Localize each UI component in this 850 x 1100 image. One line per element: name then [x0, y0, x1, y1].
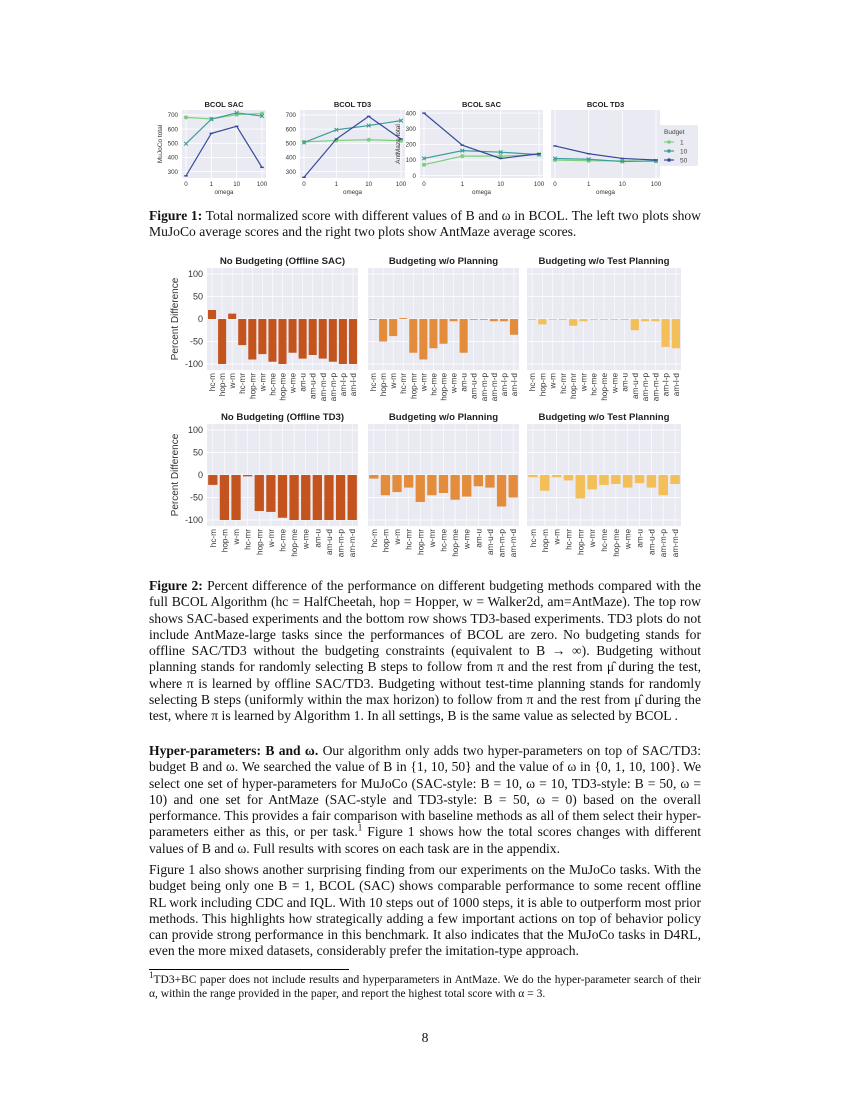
bar-hop-mr [255, 475, 264, 511]
x-tick-label: hc-mr [243, 529, 253, 550]
x-tick-label: w-me [610, 373, 620, 394]
x-tick-label: am-u-d [647, 529, 657, 555]
figure-1-line-charts [150, 96, 710, 202]
x-tick-label: w-m [393, 529, 403, 545]
bar-hc-me [429, 319, 437, 348]
x-tick-label: hop-mr [416, 529, 426, 555]
data-point [621, 158, 625, 159]
x-tick-label: 1 [334, 181, 339, 188]
bar-am-l-d [349, 319, 357, 364]
x-tick-label: am-l-p [338, 373, 348, 397]
bar-hc-m [528, 475, 537, 477]
x-tick-label: am-u-d [324, 529, 334, 555]
x-tick-label: hop-mr [255, 529, 265, 555]
bar-hc-mr [238, 319, 246, 345]
bar-w-mr [266, 475, 275, 512]
x-tick-label: 10 [618, 181, 626, 188]
bar-hop-me [450, 475, 459, 500]
bar-hc-me [278, 475, 287, 518]
x-tick-label: hop-me [600, 373, 609, 401]
bar-hop-me [289, 475, 298, 520]
y-tick-label: 600 [285, 126, 296, 134]
x-tick-label: am-l-p [661, 373, 671, 397]
y-tick-label: 500 [285, 140, 296, 148]
data-point [587, 153, 591, 154]
y-tick-label: 50 [192, 447, 203, 458]
bar-hop-me [600, 319, 608, 320]
bar-am-m-p [336, 475, 345, 520]
paragraph-text: Our algorithm only adds two hyper-parameters on top of SAC/TD3: budget B and ω. We searched the value of B in {1, 10, 50} and the value of ω in {0, 1, 10, 100}. We select one set of hyper-parameters for MuJoCo (SAC-style: B = 10, ω = 10, TD3-style: B = 50, ω = 10) and one set for AntMaze (SAC-style and TD3-style: B = 50, ω = 0) based on the overall performance. This provides a fair comparison with baseline methods as all of them select their hyper-parameters either as this, or per task. [149, 743, 701, 840]
y-tick-label: 700 [167, 112, 178, 120]
fig1-chart-4 [551, 100, 662, 196]
bar-am-u-d [485, 475, 494, 488]
x-tick-label: w-me [449, 373, 459, 394]
bar-hc-me [599, 475, 608, 485]
data-point [422, 163, 426, 167]
bar-hop-m [379, 319, 387, 342]
fig1-chart-3 [395, 100, 545, 196]
x-tick-label: hc-me [429, 373, 439, 396]
y-axis-label: Percent Difference [170, 277, 181, 361]
footnote-text: TD3+BC paper does not include results and hyperparameters in AntMaze. We do the hyper-parameter search of their α, within the range provided in the paper, and report the highest total score with α = 3. [149, 974, 701, 1000]
x-tick-label: hc-me [589, 373, 599, 396]
x-tick-label: hc-mr [404, 529, 414, 550]
data-point [553, 145, 557, 146]
x-tick-label: am-u [313, 529, 323, 548]
y-tick-label: -50 [189, 492, 203, 503]
x-tick-label: am-m-d [671, 529, 681, 558]
x-tick-label: w-m [232, 529, 242, 545]
bar-am-m-p [329, 319, 337, 362]
bar-am-u [460, 319, 468, 353]
plot-area [551, 110, 660, 178]
chart-title: Budgeting w/o Test Planning [538, 412, 670, 423]
figure-2-caption-text: Percent difference of the performance on different budgeting methods compared with the full BCOL Algorithm (hc = HalfCheetah, hop = Hopper, w = Walker2d, am=AntMaze). The top row shows SAC-based experiments and the bottom row shows TD3-based experiments. TD3 plots do not include AntMaze-large tasks since the performances of BCOL are zero. No budgeting stands for offline SAC/TD3 without the budgeting constraints (equivalent to B → ∞). Budgeting without planning stands for randomly selecting B steps to follow from π and the rest from μ̂ during the test, where π is learned by offline SAC/TD3. Budgeting without test-time planning stands for randomly selecting B steps (uniformly within the max horizon) to follow from π and the rest from μ̂ during the test, where π is learned by Algorithm 1. In all settings, B is the same value as selected by BCOL . [149, 578, 701, 724]
x-tick-label: 1 [460, 181, 465, 188]
bar-am-m-d [509, 475, 518, 498]
bar-hc-m [208, 475, 217, 485]
y-tick-label: 600 [167, 126, 178, 134]
y-tick-label: -100 [184, 515, 203, 525]
bar-w-me [610, 319, 618, 320]
x-tick-label: w-m [552, 529, 562, 545]
x-tick-label: am-m-d [651, 373, 661, 402]
bar-am-u-d [324, 475, 333, 520]
x-tick-label: hop-me [290, 529, 300, 557]
x-tick-label: hop-m [540, 529, 550, 553]
figure-2-caption [149, 578, 701, 725]
bar-hop-me [278, 319, 286, 364]
fig2-chart-1 [170, 256, 358, 401]
bar-hop-me [439, 319, 447, 344]
x-tick-label: 0 [422, 181, 426, 188]
bar-hc-m [528, 319, 536, 320]
y-tick-label: 200 [405, 141, 416, 149]
bar-am-u [635, 475, 644, 483]
x-tick-label: w-mr [427, 529, 437, 548]
x-tick-label: am-u [620, 373, 630, 392]
bar-w-m [231, 475, 240, 520]
bar-w-me [450, 319, 458, 321]
fig2-chart-6 [527, 412, 681, 557]
x-tick-label: w-mr [266, 529, 276, 548]
x-tick-label: am-l-d [348, 373, 358, 397]
y-tick-label: 50 [192, 291, 203, 302]
bar-hc-mr [243, 475, 252, 476]
x-tick-label: am-m-d [348, 529, 358, 558]
data-point [460, 154, 464, 158]
bar-am-m-d [670, 475, 679, 484]
bar-hc-mr [559, 319, 567, 320]
bar-am-m-p [658, 475, 667, 495]
x-tick-label: hop-me [451, 529, 461, 557]
data-point [422, 112, 426, 113]
figure-2-bar-charts [160, 256, 690, 568]
data-point [537, 153, 541, 154]
bar-am-m-d [651, 319, 659, 321]
x-tick-label: w-mr [579, 373, 589, 392]
x-tick-label: 10 [365, 181, 373, 188]
bar-hop-m [381, 475, 390, 495]
paragraph-heading-math: B and ω. [265, 743, 319, 758]
bar-hop-mr [576, 475, 585, 498]
x-tick-label: am-m-d [489, 373, 499, 402]
bar-w-mr [579, 319, 587, 321]
bar-am-m-p [641, 319, 649, 321]
x-tick-label: am-m-p [641, 373, 651, 402]
x-tick-label: 100 [256, 181, 268, 188]
legend-marker-50 [667, 158, 671, 162]
x-tick-label: hop-mr [576, 529, 586, 555]
data-point [654, 159, 658, 160]
bar-w-m [392, 475, 401, 492]
chart-title: Budgeting w/o Planning [388, 256, 499, 267]
bar-hc-me [439, 475, 448, 493]
x-tick-label: am-m-p [659, 529, 669, 558]
x-tick-label: hc-me [268, 373, 278, 396]
bar-hop-mr [248, 319, 256, 360]
figure-1-caption [149, 208, 701, 241]
x-tick-label: hop-mr [248, 373, 258, 399]
x-tick-label: hop-me [278, 373, 288, 401]
finding-text: Figure 1 also shows another surprising finding from our experiments on the MuJoCo tasks. With the budget being only one B = 1, BCOL (SAC) shows comparable performance to some recent offline RL work including CDC and IQL. With 10 steps out of 1000 steps, it is able to outperform most prior methods. This highlights how strategically adding a few important actions on top of behavior policy can provide strong performance in this benchmark. It also indicates that the MuJoCo tasks in D4RL, even the more mixed datasets, considerably prefer the imitation-type approach. [149, 862, 701, 959]
y-tick-label: 400 [405, 110, 416, 118]
x-tick-label: am-m-p [479, 373, 489, 402]
footnote-ref[interactable]: 1 [357, 822, 363, 833]
bar-w-mr [419, 319, 427, 360]
x-tick-label: am-u [635, 529, 645, 548]
x-tick-label: hop-me [611, 529, 621, 557]
data-point [184, 115, 188, 119]
x-tick-label: 0 [184, 181, 188, 188]
bar-hop-me [611, 475, 620, 484]
x-axis-label: omega [214, 189, 234, 196]
y-tick-label: -100 [184, 359, 203, 369]
y-axis-label: Percent Difference [170, 433, 181, 517]
bar-am-u-d [631, 319, 639, 330]
y-tick-label: 400 [285, 154, 296, 162]
bar-am-l-p [500, 319, 508, 321]
x-tick-label: am-u [459, 373, 469, 392]
data-point [210, 133, 214, 134]
x-tick-label: 1 [209, 181, 214, 188]
x-axis-label: omega [472, 189, 491, 196]
x-tick-label: hop-m [218, 373, 228, 397]
chart-title: BCOL SAC [204, 100, 244, 109]
x-tick-label: am-u-d [485, 529, 495, 555]
bar-hc-me [268, 319, 276, 362]
x-tick-label: w-me [288, 373, 298, 394]
bar-am-m-p [497, 475, 506, 507]
data-point [335, 138, 339, 139]
legend-entry-1: 1 [680, 139, 684, 147]
bar-hc-mr [564, 475, 573, 480]
figure-2-caption-label: Figure 2: [149, 578, 203, 593]
x-tick-label: hc-mr [238, 373, 248, 394]
data-point [367, 116, 371, 117]
y-tick-label: 300 [405, 125, 416, 133]
bar-w-mr [258, 319, 266, 354]
y-tick-label: 300 [167, 168, 178, 176]
x-tick-label: hc-mr [564, 529, 574, 550]
bar-am-l-p [661, 319, 669, 347]
x-tick-label: hc-me [600, 529, 609, 552]
x-tick-label: 100 [395, 181, 407, 188]
bar-hop-mr [569, 319, 577, 326]
data-point [302, 177, 306, 178]
legend-marker-10 [667, 149, 671, 153]
x-tick-label: hop-m [538, 373, 548, 397]
y-tick-label: -50 [189, 336, 203, 347]
page-number: 8 [421, 1030, 429, 1045]
x-tick-label: hop-m [381, 529, 391, 553]
x-tick-label: am-u [298, 373, 308, 392]
x-tick-label: 0 [553, 181, 557, 188]
x-tick-label: am-u [474, 529, 484, 548]
data-point [499, 158, 503, 159]
bar-am-m-d [348, 475, 357, 520]
footnote [149, 970, 701, 1001]
x-tick-label: 100 [650, 181, 662, 188]
fig2-chart-2 [368, 256, 519, 401]
bar-am-m-d [490, 319, 498, 321]
footnote-rule [149, 969, 349, 970]
x-tick-label: w-mr [258, 373, 268, 392]
x-tick-label: 1 [586, 181, 591, 188]
x-tick-label: am-l-p [499, 373, 509, 397]
x-tick-label: am-m-p [497, 529, 507, 558]
bar-w-mr [587, 475, 596, 489]
x-tick-label: w-me [462, 529, 472, 550]
x-axis-label: omega [596, 189, 615, 196]
legend-entry-50: 50 [680, 157, 688, 165]
x-tick-label: hc-m [528, 529, 538, 548]
finding-paragraph [149, 862, 701, 960]
bar-w-m [389, 319, 397, 336]
x-tick-label: am-u-d [308, 373, 318, 399]
bar-am-u-d [647, 475, 656, 488]
bar-hop-m [218, 319, 226, 364]
bar-w-me [462, 475, 471, 497]
x-tick-label: hc-mr [399, 373, 409, 394]
x-tick-label: 10 [233, 181, 241, 188]
figure-1-caption-text: Total normalized score with different values of B and ω in BCOL. The left two plots show MuJoCo average scores and the right two plots show AntMaze average scores. [149, 208, 702, 240]
x-tick-label: am-u-d [469, 373, 479, 399]
bar-am-u [313, 475, 322, 520]
plot-area [182, 110, 266, 178]
fig2-chart-5 [368, 412, 519, 557]
bar-w-m [228, 314, 236, 319]
x-tick-label: hc-me [439, 529, 449, 552]
x-tick-label: hc-mr [558, 373, 568, 394]
bar-w-m [552, 475, 561, 477]
x-tick-label: am-m-d [509, 529, 519, 558]
x-tick-label: w-m [228, 373, 238, 389]
data-point [235, 126, 239, 127]
bar-hc-m [369, 475, 378, 479]
data-point [260, 167, 264, 168]
bar-hc-mr [399, 318, 407, 319]
footnote-mark: 1 [149, 970, 154, 981]
legend-marker-1 [667, 140, 671, 144]
bar-am-m-p [480, 319, 488, 320]
y-tick-label: 700 [285, 112, 296, 120]
fig1-chart-2 [286, 100, 407, 196]
x-tick-label: hc-me [278, 529, 288, 552]
bar-am-u-d [470, 319, 478, 320]
x-tick-label: hop-mr [569, 373, 579, 399]
y-tick-label: 0 [412, 172, 416, 180]
bar-am-u-d [309, 319, 317, 355]
y-axis-label: AntMaze total [395, 124, 402, 164]
y-axis-label: MuJoCo total [157, 124, 164, 164]
y-tick-label: 100 [187, 269, 203, 279]
y-tick-label: 100 [187, 425, 203, 435]
bar-hc-me [590, 319, 598, 320]
bar-am-l-d [672, 319, 680, 348]
x-tick-label: hc-m [528, 373, 538, 392]
chart-title: BCOL TD3 [586, 100, 625, 109]
bar-am-m-d [319, 319, 327, 359]
chart-title: BCOL SAC [461, 100, 502, 109]
bar-am-u [299, 319, 307, 359]
chart-title: Budgeting w/o Test Planning [538, 256, 670, 267]
legend-entry-10: 10 [680, 148, 688, 156]
bar-am-l-p [339, 319, 347, 364]
x-tick-label: w-mr [419, 373, 429, 392]
x-tick-label: w-m [389, 373, 399, 389]
bar-w-mr [427, 475, 436, 495]
fig2-chart-4 [170, 412, 358, 557]
bar-hop-mr [416, 475, 425, 502]
x-tick-label: hop-me [439, 373, 449, 401]
paragraph-tail: Figure 1 shows how the total scores changes with different values of B and ω. Full results with scores on each task are in the appendix. [149, 824, 701, 856]
data-point [461, 144, 465, 145]
bar-hc-mr [404, 475, 413, 488]
y-tick-label: 300 [285, 168, 296, 176]
bar-hc-m [208, 310, 216, 319]
bar-w-me [623, 475, 632, 488]
y-tick-label: 400 [167, 154, 178, 162]
x-tick-label: hc-m [208, 373, 218, 392]
plot-area [300, 110, 405, 178]
data-point [184, 175, 188, 176]
figure-1-caption-label: Figure 1: [149, 208, 203, 223]
x-tick-label: hop-mr [409, 373, 419, 399]
y-tick-label: 0 [197, 470, 203, 480]
chart-title: BCOL TD3 [333, 100, 372, 109]
bar-hop-m [220, 475, 229, 520]
data-point [367, 138, 371, 142]
x-tick-label: 100 [533, 181, 545, 188]
bar-am-l-d [510, 319, 518, 335]
paragraph-heading: Hyper-parameters: [149, 743, 261, 758]
x-tick-label: hop-m [379, 373, 389, 397]
x-tick-label: am-l-d [671, 373, 681, 397]
y-tick-label: 500 [167, 140, 178, 148]
bar-am-u [474, 475, 483, 486]
x-tick-label: hc-m [369, 529, 379, 548]
y-tick-label: 100 [405, 157, 416, 165]
bar-am-u [620, 319, 628, 320]
x-tick-label: w-me [623, 529, 633, 550]
x-tick-label: am-m-p [328, 373, 338, 402]
x-tick-label: am-l-d [509, 373, 519, 397]
bar-hop-m [538, 319, 546, 324]
x-tick-label: am-m-d [318, 373, 328, 402]
bar-hop-m [540, 475, 549, 491]
x-tick-label: 0 [302, 181, 306, 188]
x-tick-label: am-u-d [630, 373, 640, 399]
x-axis-label: omega [343, 189, 362, 196]
legend-title: Budget [664, 129, 685, 136]
fig2-chart-3 [527, 256, 681, 401]
x-tick-label: w-mr [588, 529, 598, 548]
fig1-chart-1 [157, 100, 268, 196]
x-tick-label: w-me [301, 529, 311, 550]
x-tick-label: hc-m [369, 373, 379, 392]
bar-w-m [549, 319, 557, 320]
bar-w-me [289, 319, 297, 353]
bar-hc-m [369, 319, 377, 320]
x-tick-label: w-m [548, 373, 558, 389]
x-tick-label: hc-m [208, 529, 218, 548]
x-tick-label: hop-m [220, 529, 230, 553]
y-tick-label: 0 [197, 314, 203, 324]
chart-title: Budgeting w/o Planning [388, 412, 499, 423]
x-tick-label: 10 [497, 181, 505, 188]
chart-title: No Budgeting (Offline SAC) [219, 256, 346, 267]
bar-w-me [301, 475, 310, 520]
bar-hop-mr [409, 319, 417, 353]
hyperparameters-paragraph [149, 743, 701, 857]
x-tick-label: am-m-p [336, 529, 346, 558]
chart-title: No Budgeting (Offline TD3) [220, 412, 345, 423]
